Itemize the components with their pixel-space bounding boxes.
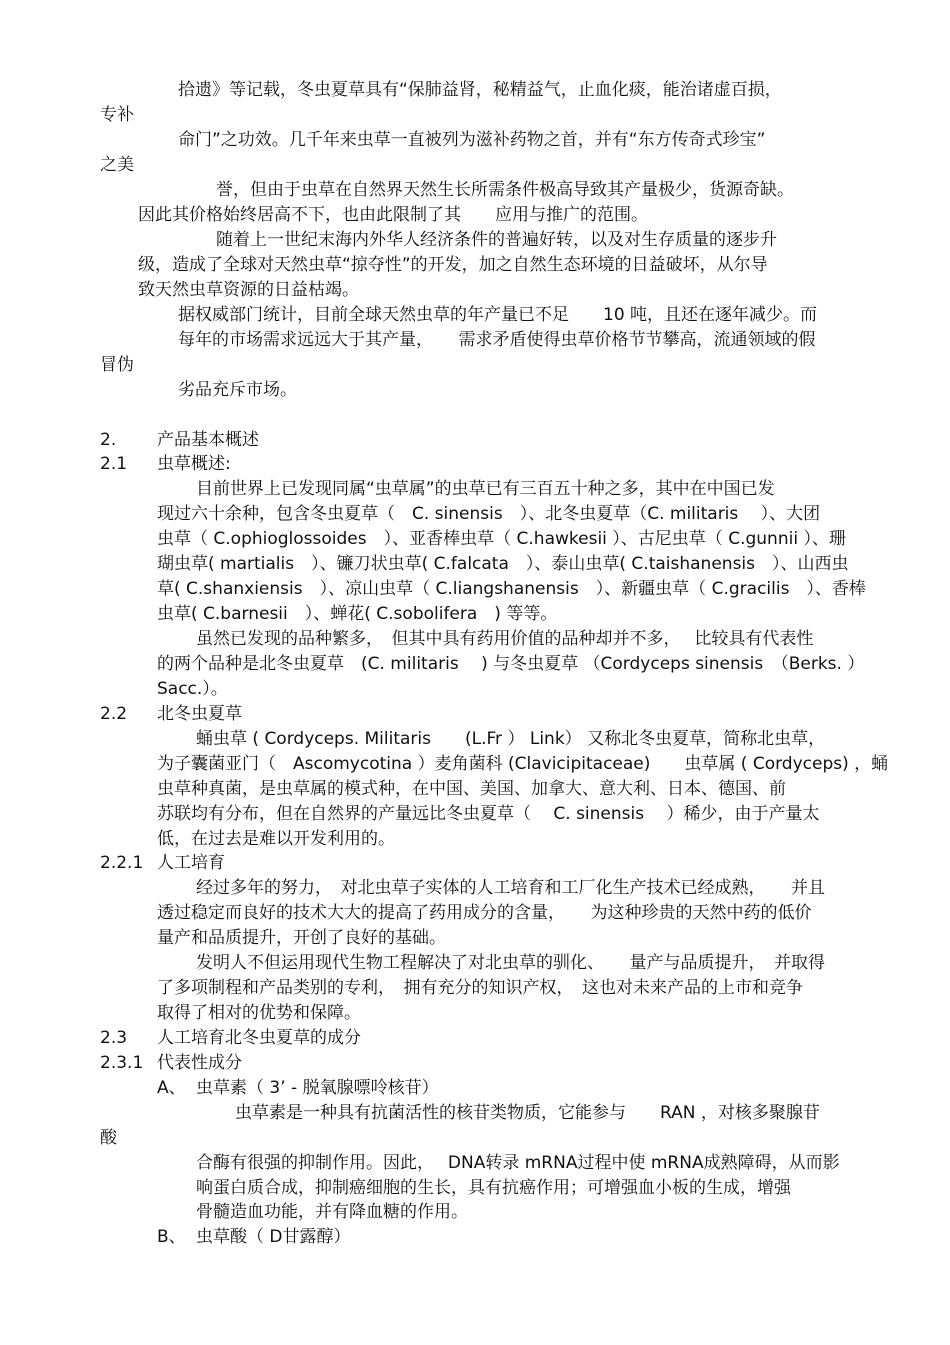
section-2-1-line: 草( C.shanxiensis ）、凉山虫草（ C.liangshanensis ）、新疆虫草（ C.gracilis ）、香棒 bbox=[157, 579, 866, 599]
section-2-2-line: 苏联均有分布，但在自然界的产量远比冬虫夏草（ C. sinensis ）稀少，由于产量太 bbox=[157, 804, 820, 824]
section-2-1-line: 现过六十余种，包含冬虫夏草（ C. sinensis ）、北冬虫夏草（C. militaris ）、大团 bbox=[157, 504, 821, 524]
intro-line-2: 命门”之功效。几千年来虫草一直被列为滋补药物之首，并有“东方传奇式珍宝” bbox=[178, 130, 766, 150]
section-2-3-1-title: 代表性成分 bbox=[157, 1053, 242, 1073]
intro-line-7: 致天然虫草资源的日益枯竭。 bbox=[138, 280, 359, 300]
section-2-3-number: 2.3 bbox=[100, 1028, 128, 1048]
item-b-label: B、 bbox=[157, 1227, 186, 1247]
section-2-2-line: 为子囊菌亚门（ Ascomycotina ）麦角菌科 (Clavicipitaceae) 虫草属 ( Cordyceps) ，蛹 bbox=[157, 754, 889, 774]
intro-line-2-wrap: 之美 bbox=[100, 155, 134, 175]
section-2-1-line: 虫草( C.barnesii ）、蝉花( C.sobolifera ) 等等。 bbox=[157, 604, 558, 624]
intro-line-1-wrap: 专补 bbox=[100, 105, 134, 125]
section-2-1-line: 的两个品种是北冬虫夏草 (C. militaris ) 与冬虫夏草 （Cordyceps sinensis （Berks. ） bbox=[157, 654, 865, 674]
section-2-2-1-line: 透过稳定而良好的技术大大的提高了药用成分的含量， 为这种珍贵的天然中药的低价 bbox=[157, 903, 812, 923]
intro-line-1: 拾遗》等记载，冬虫夏草具有“保肺益肾，秘精益气，止血化痰，能治诸虚百损， bbox=[178, 80, 782, 100]
section-2-2-1-line: 取得了相对的优势和保障。 bbox=[157, 1003, 361, 1023]
item-a-line-2: 合酶有很强的抑制作用。因此， DNA转录 mRNA过程中使 mRNA成熟障碍，从而影 bbox=[196, 1153, 840, 1173]
item-a-line-3: 响蛋白质合成，抑制癌细胞的生长，具有抗癌作用；可增强血小板的生成，增强 bbox=[196, 1178, 791, 1198]
intro-line-5: 随着上一世纪末海内外华人经济条件的普遍好转，以及对生存质量的逐步升 bbox=[216, 230, 777, 250]
section-2-1-line: 虽然已发现的品种繁多， 但其中具有药用价值的品种却并不多， 比较具有代表性 bbox=[196, 629, 814, 649]
section-2-2-title: 北冬虫夏草 bbox=[157, 704, 242, 724]
item-a-line-1-wrap: 酸 bbox=[100, 1128, 117, 1148]
intro-line-6: 级，造成了全球对天然虫草“掠夺性”的开发，加之自然生态环境的日益破坏，从尔导 bbox=[138, 255, 768, 275]
section-2-1-line: 瑚虫草( martialis ）、镰刀状虫草( C.falcata ）、泰山虫草( C.taishanensis ）、山西虫 bbox=[157, 554, 849, 574]
section-2-1-line: Sacc.）。 bbox=[157, 679, 228, 699]
section-2-1-line: 目前世界上已发现同属“虫草属”的虫草已有三百五十种之多，其中在中国已发 bbox=[196, 479, 775, 499]
item-a-line-1: 虫草素是一种具有抗菌活性的核苷类物质，它能参与 RAN ，对核多聚腺苷 bbox=[235, 1103, 820, 1123]
section-2-2-line: 蛹虫草 ( Cordyceps. Militaris (L.Fr ） Link） 又称北冬虫夏草，简称北虫草， bbox=[196, 729, 826, 749]
section-2-2-1-line: 经过多年的努力， 对北虫草子实体的人工培育和工厂化生产技术已经成熟， 并且 bbox=[196, 878, 825, 898]
intro-line-9-wrap: 冒伪 bbox=[100, 355, 134, 375]
section-2-title: 产品基本概述 bbox=[157, 430, 259, 450]
section-2-1-line: 虫草（ C.ophioglossoides ）、亚香棒虫草（ C.hawkesii ）、古尼虫草（ C.gunnii ）、珊 bbox=[157, 529, 846, 549]
section-2-2-1-title: 人工培育 bbox=[157, 853, 225, 873]
section-2-2-number: 2.2 bbox=[100, 704, 128, 724]
intro-line-9: 每年的市场需求远远大于其产量， 需求矛盾使得虫草价格节节攀高，流通领域的假 bbox=[178, 330, 816, 350]
intro-line-3: 誉，但由于虫草在自然界天然生长所需条件极高导致其产量极少，货源奇缺。 bbox=[216, 180, 794, 200]
item-b-title: 虫草酸（ D甘露醇） bbox=[196, 1227, 351, 1247]
item-a-title: 虫草素（ 3’ - 脱氧腺嘌呤核苷） bbox=[196, 1078, 439, 1098]
section-2-1-number: 2.1 bbox=[100, 454, 128, 474]
section-2-2-1-number: 2.2.1 bbox=[100, 853, 144, 873]
section-2-3-title: 人工培育北冬虫夏草的成分 bbox=[157, 1028, 361, 1048]
section-2-2-1-line: 量产和品质提升，开创了良好的基础。 bbox=[157, 928, 446, 948]
intro-line-8: 据权威部门统计，目前全球天然虫草的年产量已不足 10 吨，且还在逐年减少。而 bbox=[178, 305, 818, 325]
item-a-label: A、 bbox=[157, 1078, 186, 1098]
section-2-3-1-number: 2.3.1 bbox=[100, 1053, 144, 1073]
section-2-2-line: 虫草种真菌，是虫草属的模式种，在中国、美国、加拿大、意大利、日本、德国、前 bbox=[157, 779, 786, 799]
item-a-line-4: 骨髓造血功能，并有降血糖的作用。 bbox=[196, 1202, 468, 1222]
section-2-2-line: 低，在过去是难以开发利用的。 bbox=[157, 829, 395, 849]
section-2-2-1-line: 了多项制程和产品类别的专利， 拥有充分的知识产权， 这也对未来产品的上市和竞争 bbox=[157, 978, 803, 998]
section-2-2-1-line: 发明人不但运用现代生物工程解决了对北虫草的驯化、 量产与品质提升， 并取得 bbox=[196, 953, 825, 973]
section-2-number: 2. bbox=[100, 430, 117, 450]
intro-line-4: 因此其价格始终居高不下，也由此限制了其 应用与推广的范围。 bbox=[138, 205, 648, 225]
intro-line-10: 劣品充斥市场。 bbox=[178, 380, 297, 400]
section-2-1-title: 虫草概述: bbox=[157, 454, 231, 474]
